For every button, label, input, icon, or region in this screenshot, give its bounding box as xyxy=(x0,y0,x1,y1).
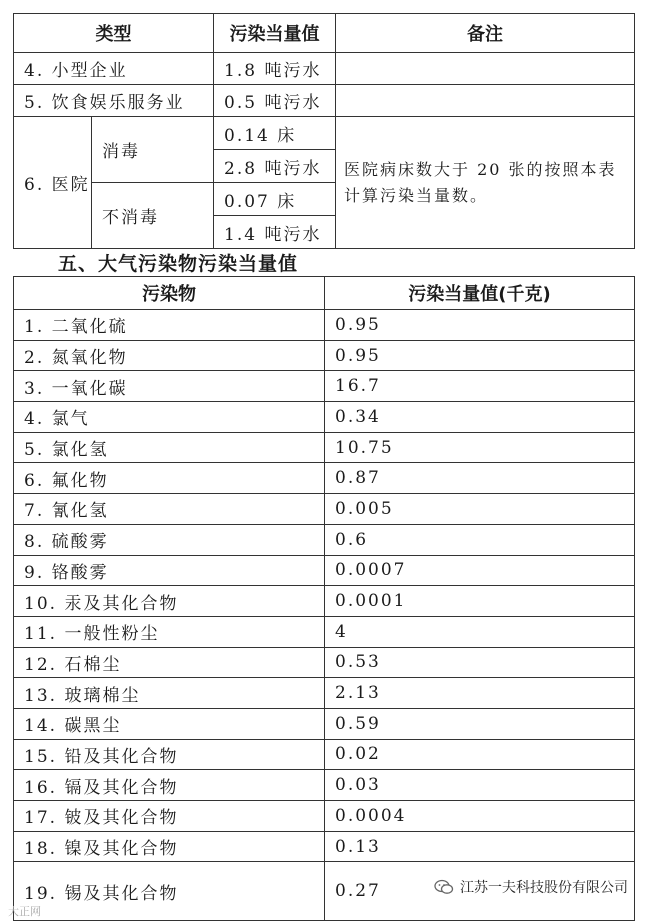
table-row xyxy=(14,85,635,117)
table-row xyxy=(14,310,635,341)
table-row xyxy=(14,831,635,862)
pollutant-value: 0.34 xyxy=(325,402,635,433)
pollutant-value: 0.95 xyxy=(325,310,635,341)
pollutant-value: 0.53 xyxy=(325,647,635,678)
hospital-label: 6. 医院 xyxy=(14,117,92,249)
table-row xyxy=(14,708,635,739)
table-row xyxy=(14,53,635,85)
pollutant-name: 4. 氯气 xyxy=(14,402,325,433)
table-row xyxy=(14,647,635,678)
pollutant-name: 19. 锡及其化合物 xyxy=(14,862,325,921)
table-row xyxy=(14,801,635,832)
table-row xyxy=(14,432,635,463)
pollutant-name: 9. 铬酸雾 xyxy=(14,555,325,586)
table-row xyxy=(14,555,635,586)
table-row xyxy=(14,371,635,402)
pollutant-name: 17. 铍及其化合物 xyxy=(14,801,325,832)
air-table-body xyxy=(14,310,635,921)
hospital-remark: 医院病床数大于 20 张的按照本表计算污染当量数。 xyxy=(336,117,635,249)
pollutant-value: 0.0007 xyxy=(325,555,635,586)
watermark xyxy=(430,875,632,899)
pollutant-name: 18. 镍及其化合物 xyxy=(14,831,325,862)
row-type: 5. 饮食娱乐服务业 xyxy=(14,85,214,117)
table-row xyxy=(14,463,635,494)
row-remark xyxy=(336,53,635,85)
pollutant-value: 0.0004 xyxy=(325,801,635,832)
header-pollutant: 污染物 xyxy=(14,277,325,310)
pollutant-name: 6. 氟化物 xyxy=(14,463,325,494)
table-row xyxy=(14,524,635,555)
table-header-row xyxy=(14,277,635,310)
pollutant-value: 0.02 xyxy=(325,739,635,770)
pollutant-name: 11. 一般性粉尘 xyxy=(14,616,325,647)
wechat-icon xyxy=(434,879,454,895)
table-row xyxy=(14,739,635,770)
table-row xyxy=(14,770,635,801)
header-equivalent: 污染当量值(千克) xyxy=(325,277,635,310)
water-pollution-table xyxy=(13,13,635,249)
pollutant-name: 7. 氰化氢 xyxy=(14,494,325,525)
pollutant-name: 14. 碳黑尘 xyxy=(14,708,325,739)
pollutant-value: 16.7 xyxy=(325,371,635,402)
pollutant-value: 0.87 xyxy=(325,463,635,494)
row-value: 0.07 床 xyxy=(214,183,336,216)
table-row xyxy=(14,494,635,525)
pollutant-name: 5. 氯化氢 xyxy=(14,432,325,463)
pollutant-value: 0.13 xyxy=(325,831,635,862)
pollutant-value: 0.6 xyxy=(325,524,635,555)
watermark-text: 江苏一夫科技股份有限公司 xyxy=(460,880,628,896)
pollutant-value: 2.13 xyxy=(325,678,635,709)
disinfect-label: 消毒 xyxy=(92,117,214,183)
pollutant-value: 0.0001 xyxy=(325,586,635,617)
pollutant-value: 0.95 xyxy=(325,340,635,371)
row-value: 2.8 吨污水 xyxy=(214,150,336,183)
header-value: 污染当量值 xyxy=(214,14,336,53)
row-value: 0.5 吨污水 xyxy=(214,85,336,117)
table-row xyxy=(14,340,635,371)
pollutant-name: 12. 石棉尘 xyxy=(14,647,325,678)
pollutant-name: 16. 镉及其化合物 xyxy=(14,770,325,801)
pollutant-value: 10.75 xyxy=(325,432,635,463)
table-header-row xyxy=(14,14,635,53)
pollutant-value: 0.27 xyxy=(325,862,635,921)
no-disinfect-label: 不消毒 xyxy=(92,183,214,249)
air-pollution-table xyxy=(13,276,635,921)
pollutant-value: 4 xyxy=(325,616,635,647)
header-type: 类型 xyxy=(14,14,214,53)
pollutant-name: 3. 一氧化碳 xyxy=(14,371,325,402)
table-row xyxy=(14,616,635,647)
pollutant-name: 1. 二氧化硫 xyxy=(14,310,325,341)
corner-watermark: 大正网 xyxy=(8,905,41,918)
table-row xyxy=(14,678,635,709)
row-remark xyxy=(336,85,635,117)
pollutant-name: 10. 汞及其化合物 xyxy=(14,586,325,617)
pollutant-value: 0.03 xyxy=(325,770,635,801)
table-row xyxy=(14,117,635,150)
section-title: 五、大气污染物污染当量值 xyxy=(58,253,299,275)
row-value: 0.14 床 xyxy=(214,117,336,150)
pollutant-name: 8. 硫酸雾 xyxy=(14,524,325,555)
pollutant-name: 2. 氮氧化物 xyxy=(14,340,325,371)
row-type: 4. 小型企业 xyxy=(14,53,214,85)
pollutant-name: 13. 玻璃棉尘 xyxy=(14,678,325,709)
row-value: 1.8 吨污水 xyxy=(214,53,336,85)
table-row xyxy=(14,586,635,617)
pollutant-value: 0.59 xyxy=(325,708,635,739)
row-value: 1.4 吨污水 xyxy=(214,216,336,249)
header-remark: 备注 xyxy=(336,14,635,53)
table-row xyxy=(14,402,635,433)
pollutant-value: 0.005 xyxy=(325,494,635,525)
pollutant-name: 15. 铅及其化合物 xyxy=(14,739,325,770)
